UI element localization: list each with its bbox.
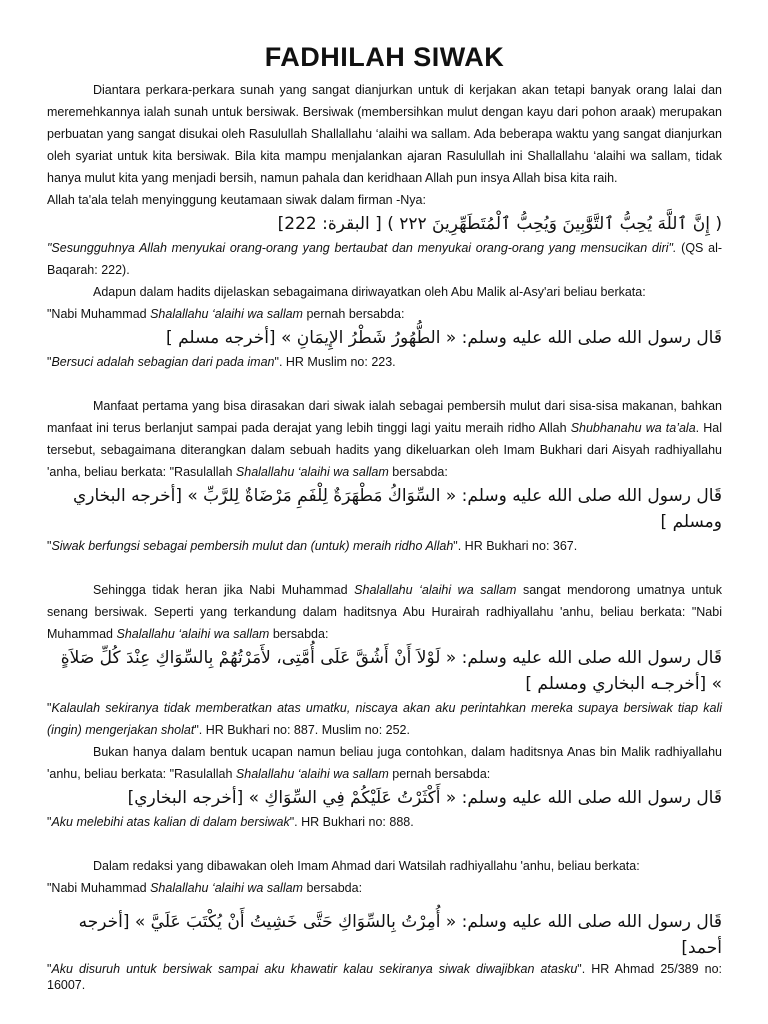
text-span: Bukan hanya dalam bentuk ucapan namun beliau juga contohkan, dalam haditsnya Anas bin Malik radhiyallahu 'anhu, beliau berkata: "Rasulallah <box>47 745 722 781</box>
paragraph-redaksi-ahmad: Dalam redaksi yang dibawakan oleh Imam Ahmad dari Watsilah radhiyallahu 'anhu, beliau berkata: <box>93 859 640 873</box>
text-span: bersabda: <box>269 627 329 641</box>
spacer <box>47 557 722 579</box>
arabic-hadith-1: قَال رسول الله صلى الله عليه وسلم: « الطُّهُورُ شَطْرُ الإِيمَانِ » [أخرجه مسلم ] <box>166 328 722 348</box>
text-span: " <box>47 701 52 715</box>
paragraph-hadith-1-intro: Adapun dalam hadits dijelaskan sebagaimana diriwayatkan oleh Abu Malik al-Asy'ari beliau berkata: <box>93 285 646 299</box>
arabic-hadith-4: قَال رسول الله صلى الله عليه وسلم: « أَكْثَرْتُ عَلَيْكُمْ فِي السِّوَاكِ » [أخرجه البخاري] <box>127 788 722 808</box>
text-span: ". HR Bukhari no: 888. <box>289 815 414 829</box>
paragraph-hadith-1-intro-b <box>47 303 722 325</box>
arabic-quran-verse: ( إِنَّ ٱللَّهَ يُحِبُّ ٱلتَّوَّٰبِينَ وَيُحِبُّ ٱلْمُتَطَهِّرِينَ ٢٢٢ ) [ البقرة: 222] <box>277 214 722 234</box>
paragraph-redaksi-ahmad-b <box>47 877 722 899</box>
translation-verse-italic: "Sesungguhnya Allah menyukai orang-orang yang bertaubat dan menyukai orang-orang yang mensucikan diri". <box>47 241 677 255</box>
text-italic: Shalallahu ‘alaihi wa sallam <box>235 465 389 479</box>
text-span: bersabda: <box>388 465 448 479</box>
text-italic: Siwak berfungsi sebagai pembersih mulut dan (untuk) meraih ridho Allah <box>51 539 454 553</box>
translation-hadith-5 <box>47 961 722 993</box>
text-span: ". HR Bukhari no: 367. <box>453 539 578 553</box>
paragraph-contoh <box>47 741 722 785</box>
text-span: "Nabi Muhammad <box>47 881 151 895</box>
arabic-hadith-3: قَال رسول الله صلى الله عليه وسلم: « لَوْلاَ أَنْ أَشُقَّ عَلَى أُمَّتِى، لأَمَرْتُهُمْ بِالسِّوَاكِ عِنْدَ كُلِّ صَلاَةٍ » [أخرجـه البخاري ومسلم ] <box>60 648 722 694</box>
paragraph-firman-intro: Allah ta'ala telah menyinggung keutamaan siwak dalam firman -Nya: <box>47 193 426 207</box>
text-span: ". HR Ahmad 25/389 no: 16007. <box>47 962 722 992</box>
text-span: sangat mendorong umatnya untuk senang bersiwak. Seperti yang terkandung dalam haditsnya Abu Hurairah radhiyallahu 'anhu, beliau berkata: "Nabi Muhammad <box>47 583 722 641</box>
text-span: " <box>47 962 52 976</box>
text-italic: Kalaulah sekiranya tidak memberatkan atas umatku, niscaya akan aku perintahkan mereka supaya bersiwak tiap kali (ingin) mengerjakan sholat <box>47 701 722 737</box>
translation-hadith-3 <box>47 697 722 741</box>
text-span: Manfaat pertama yang bisa dirasakan dari siwak ialah sebagai pembersih mulut dari sisa-sisa makanan, bahkan manfaat ini terus berlanjut sampai pada derajat yang lebih tinggi lagi yaitu meraih ridho Allah <box>47 399 722 435</box>
paragraph-dorongan <box>47 579 722 645</box>
page-title: FADHILAH SIWAK <box>264 42 505 72</box>
text-italic: Shalallahu ‘alaihi wa sallam <box>116 627 270 641</box>
arabic-hadith-5: قَال رسول الله صلى الله عليه وسلم: « أُمِرْتُ بِالسِّوَاكِ حَتَّى خَشِيتُ أَنْ يُكْتَبَ عَلَيَّ » [أخرجه أحمد] <box>78 912 722 958</box>
text-italic: Bersuci adalah sebagian dari pada iman <box>51 355 275 369</box>
text-italic: Shalallahu ‘alaihi wa sallam <box>354 583 517 597</box>
paragraph-manfaat <box>47 395 722 483</box>
text-span: " <box>47 539 52 553</box>
text-italic: Aku melebihi atas kalian di dalam bersiwak <box>51 815 290 829</box>
text-italic: Shubhanahu wa ta’ala <box>570 421 696 435</box>
translation-hadith-4 <box>47 811 722 833</box>
text-span: ". HR Bukhari no: 887. Muslim no: 252. <box>194 723 410 737</box>
translation-hadith-1 <box>47 351 722 373</box>
text-span: pernah bersabda: <box>302 307 405 321</box>
text-span: "Nabi Muhammad <box>47 307 151 321</box>
paragraph-intro: Diantara perkara-perkara sunah yang sangat dianjurkan untuk di kerjakan akan tetapi banyak orang lalai dan meremehkannya ialah sunah untuk bersiwak. Bersiwak (membersihkan mulut dengan kayu dari pohon araak) merupakan perbuatan yang sangat disukai oleh Rasulullah Shallallahu ‘alaihi wa sallam. Ada beberapa waktu yang sangat dianjurkan oleh syariat untuk kita bersiwak. Bila kita mampu menjalankan ajaran Rasulullah ini Shallallahu ‘alaihi wa sallam, tidak hanya mulut kita yang menjadi bersih, namun pahala dan keridhaan Allah pun insya Allah bisa kita raih. <box>47 83 722 185</box>
text-italic: Shalallahu ‘alaihi wa sallam <box>235 767 389 781</box>
translation-hadith-2 <box>47 535 722 557</box>
text-italic: Aku disuruh untuk bersiwak sampai aku khawatir kalau sekiranya siwak diwajibkan atasku <box>51 962 578 976</box>
translation-verse <box>47 237 722 281</box>
text-span: pernah bersabda: <box>388 767 491 781</box>
translation-verse-ref: (QS al-Baqarah: 222). <box>47 241 723 277</box>
text-italic: Shalallahu ‘alaihi wa sallam <box>150 307 303 321</box>
text-span: bersabda: <box>302 881 363 895</box>
spacer <box>47 833 722 855</box>
text-span: " <box>47 355 52 369</box>
text-span: Sehingga tidak heran jika Nabi Muhammad <box>93 583 355 597</box>
text-italic: Shalallahu ‘alaihi wa sallam <box>150 881 303 895</box>
text-span: . Hal tersebut, sebagaimana diterangkan dalam sebuah hadits yang dikeluarkan oleh Imam Bukhari dari Aisyah radhiyallahu 'anha, beliau berkata: "Rasulallah <box>47 421 723 479</box>
text-span: " <box>47 815 52 829</box>
spacer <box>47 899 722 909</box>
spacer <box>47 373 722 395</box>
arabic-hadith-2: قَال رسول الله صلى الله عليه وسلم: « السِّوَاكُ مَطْهَرَةٌ لِلْفَمِ مَرْضَاةٌ لِلرَّبِّ » [أخرجه البخاري ومسلم ] <box>72 486 722 532</box>
text-span: ". HR Muslim no: 223. <box>274 355 396 369</box>
